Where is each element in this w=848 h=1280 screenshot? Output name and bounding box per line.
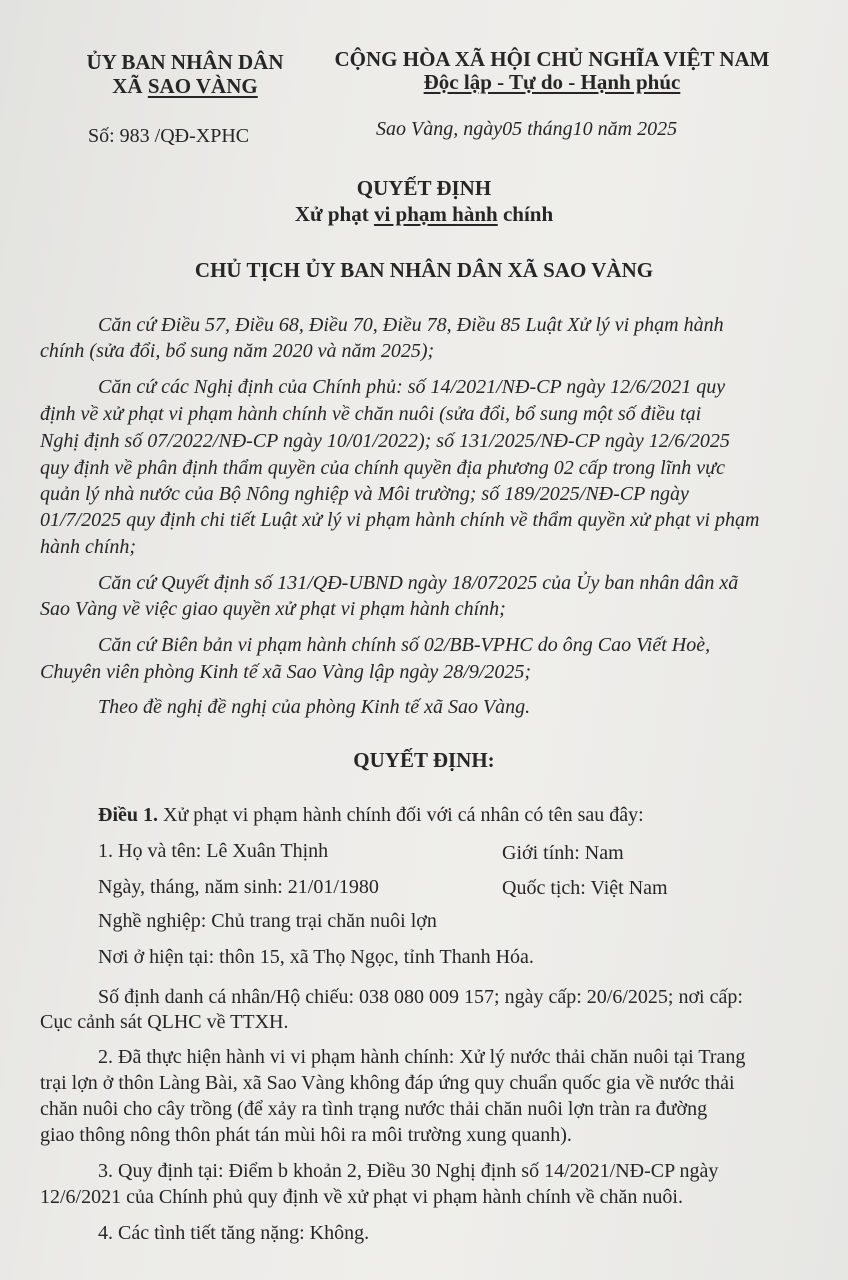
regulation-line: 12/6/2021 của Chính phủ quy định về xử phạt vi phạm hành chính về chăn nuôi. bbox=[40, 1186, 683, 1208]
article1-label: Điều 1. bbox=[98, 804, 158, 826]
aggravating-factors: 4. Các tình tiết tăng nặng: Không. bbox=[98, 1222, 370, 1244]
preamble-line: Nghị định số 07/2022/NĐ-CP ngày 10/01/2022); số 131/2025/NĐ-CP ngày 12/6/2025 bbox=[40, 430, 730, 452]
person-id-line: Số định danh cá nhân/Hộ chiếu: 038 080 009 157; ngày cấp: 20/6/2025; nơi cấp: bbox=[98, 986, 743, 1008]
person-gender: Giới tính: Nam bbox=[502, 842, 624, 864]
org-name-prefix: XÃ bbox=[112, 74, 148, 98]
violation-line: 2. Đã thực hiện hành vi vi phạm hành chính: Xử lý nước thải chăn nuôi tại Trang bbox=[98, 1046, 746, 1068]
regulation-line: 3. Quy định tại: Điểm b khoản 2, Điều 30 Nghị định số 14/2021/NĐ-CP ngày bbox=[98, 1160, 719, 1182]
person-residence: Nơi ở hiện tại: thôn 15, xã Thọ Ngọc, tỉnh Thanh Hóa. bbox=[98, 946, 534, 968]
preamble-line: Theo đề nghị đề nghị của phòng Kinh tế xã Sao Vàng. bbox=[98, 696, 531, 718]
authority-title: CHỦ TỊCH ỦY BAN NHÂN DÂN XÃ SAO VÀNG bbox=[194, 258, 654, 282]
preamble-line: chính (sửa đổi, bổ sung năm 2020 và năm 2025); bbox=[40, 340, 435, 362]
preamble-line: Căn cứ các Nghị định của Chính phủ: số 14/2021/NĐ-CP ngày 12/6/2021 quy bbox=[98, 376, 726, 398]
document-title: QUYẾT ĐỊNH bbox=[356, 176, 492, 200]
preamble-line: Căn cứ Điều 57, Điều 68, Điều 70, Điều 78, Điều 85 Luật Xử lý vi phạm hành bbox=[98, 314, 724, 336]
document-number: Số: 983 /QĐ-XPHC bbox=[88, 125, 250, 147]
person-nationality: Quốc tịch: Việt Nam bbox=[502, 877, 668, 899]
document-subtitle bbox=[0, 202, 848, 227]
preamble-line: quản lý nhà nước của Bộ Nông nghiệp và Môi trường; số 189/2025/NĐ-CP ngày bbox=[40, 483, 689, 505]
article1-intro-text: Xử phạt vi phạm hành chính đối với cá nhân có tên sau đây: bbox=[158, 804, 644, 826]
preamble-line: Căn cứ Quyết định số 131/QĐ-UBND ngày 18/072025 của Ủy ban nhân dân xã bbox=[98, 572, 739, 594]
place-date: Sao Vàng, ngày05 tháng10 năm 2025 bbox=[376, 118, 678, 140]
org-name-line1: ỦY BAN NHÂN DÂN bbox=[86, 50, 284, 74]
person-name: 1. Họ và tên: Lê Xuân Thịnh bbox=[98, 840, 329, 862]
decision-heading: QUYẾT ĐỊNH: bbox=[353, 748, 495, 772]
violation-line: chăn nuôi cho cây trồng (để xảy ra tình trạng nước thải chăn nuôi lợn tràn ra đường bbox=[40, 1098, 708, 1120]
preamble-line: quy định về phân định thẩm quyền của chính quyền địa phương 02 cấp trong lĩnh vực bbox=[40, 457, 725, 479]
subtitle-prefix: Xử phạt bbox=[294, 202, 374, 226]
org-name-line2 bbox=[86, 74, 284, 99]
article1-intro bbox=[98, 804, 644, 827]
nation-title: CỘNG HÒA XÃ HỘI CHỦ NGHĨA VIỆT NAM bbox=[334, 47, 770, 71]
preamble-line: hành chính; bbox=[40, 536, 137, 558]
violation-line: trại lợn ở thôn Làng Bài, xã Sao Vàng không đáp ứng quy chuẩn quốc gia về nước thải bbox=[40, 1072, 735, 1094]
subtitle-underlined: vi phạm hành bbox=[373, 202, 498, 226]
preamble-line: 01/7/2025 quy định chi tiết Luật xử lý vi phạm hành chính về thẩm quyền xử phạt vi phạm bbox=[40, 509, 760, 531]
violation-line: giao thông nông thôn phát tán mùi hôi ra môi trường xung quanh). bbox=[40, 1124, 572, 1146]
person-dob: Ngày, tháng, năm sinh: 21/01/1980 bbox=[98, 876, 379, 898]
org-name-underlined: SAO VÀNG bbox=[147, 74, 258, 98]
national-motto: Độc lập - Tự do - Hạnh phúc bbox=[423, 70, 681, 94]
preamble-line: Căn cứ Biên bản vi phạm hành chính số 02/BB-VPHC do ông Cao Viết Hoè, bbox=[98, 634, 711, 656]
preamble-line: Chuyên viên phòng Kinh tế xã Sao Vàng lập ngày 28/9/2025; bbox=[40, 661, 532, 683]
person-id-line: Cục cảnh sát QLHC về TTXH. bbox=[40, 1011, 289, 1033]
preamble-line: Sao Vàng về việc giao quyền xử phạt vi phạm hành chính; bbox=[40, 598, 506, 620]
person-occupation: Nghề nghiệp: Chủ trang trại chăn nuôi lợn bbox=[98, 910, 437, 932]
preamble-line: định về xử phạt vi phạm hành chính về chăn nuôi (sửa đổi, bổ sung một số điều tại bbox=[40, 403, 702, 425]
subtitle-suffix: chính bbox=[497, 202, 554, 226]
